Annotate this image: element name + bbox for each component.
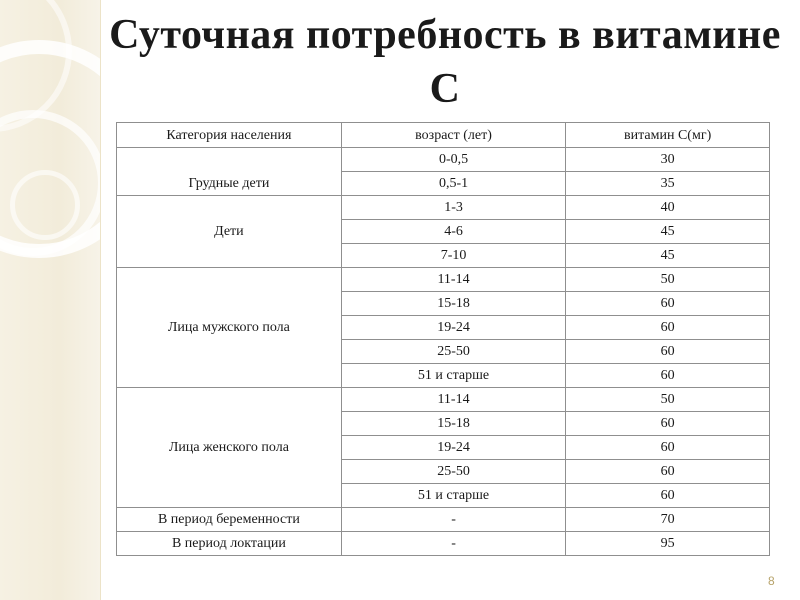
vitamin-c-table	[116, 122, 770, 556]
decorative-side-band	[0, 0, 100, 600]
category-cell: Лица женского пола	[117, 388, 342, 508]
vitamin-cell: 60	[566, 340, 770, 364]
header-age: возраст (лет)	[341, 123, 565, 148]
age-cell: 19-24	[341, 316, 565, 340]
vitamin-cell: 45	[566, 220, 770, 244]
age-cell: -	[341, 508, 565, 532]
age-cell: 0-0,5	[341, 148, 565, 172]
table-header-row	[117, 123, 770, 148]
category-cell: Дети	[117, 196, 342, 268]
age-cell: 51 и старше	[341, 364, 565, 388]
age-cell: 19-24	[341, 436, 565, 460]
vitamin-cell: 30	[566, 148, 770, 172]
vitamin-cell: 60	[566, 436, 770, 460]
header-category: Категория населения	[117, 123, 342, 148]
vitamin-cell: 60	[566, 460, 770, 484]
table-row	[117, 148, 770, 172]
table-row	[117, 388, 770, 412]
table-row	[117, 196, 770, 220]
age-cell: 7-10	[341, 244, 565, 268]
table-body	[117, 148, 770, 556]
table-row	[117, 508, 770, 532]
vitamin-cell: 60	[566, 364, 770, 388]
age-cell: 1-3	[341, 196, 565, 220]
age-cell: 4-6	[341, 220, 565, 244]
vitamin-cell: 95	[566, 532, 770, 556]
vitamin-cell: 45	[566, 244, 770, 268]
age-cell: 11-14	[341, 268, 565, 292]
category-cell: Грудные дети	[117, 148, 342, 196]
vitamin-cell: 50	[566, 388, 770, 412]
vitamin-cell: 70	[566, 508, 770, 532]
age-cell: 25-50	[341, 460, 565, 484]
vitamin-cell: 60	[566, 412, 770, 436]
category-cell: В период беременности	[117, 508, 342, 532]
slide-number: 8	[768, 574, 775, 588]
age-cell: 15-18	[341, 412, 565, 436]
vitamin-cell: 50	[566, 268, 770, 292]
vitamin-cell: 60	[566, 316, 770, 340]
vitamin-cell: 60	[566, 292, 770, 316]
category-cell: Лица мужского пола	[117, 268, 342, 388]
vitamin-cell: 60	[566, 484, 770, 508]
vitamin-cell: 35	[566, 172, 770, 196]
slide-title: Суточная потребность в витамине С	[109, 12, 781, 112]
age-cell: 51 и старше	[341, 484, 565, 508]
header-vitamin: витамин С(мг)	[566, 123, 770, 148]
age-cell: -	[341, 532, 565, 556]
table-row	[117, 532, 770, 556]
age-cell: 25-50	[341, 340, 565, 364]
category-cell: В период локтации	[117, 532, 342, 556]
decorative-ring	[10, 170, 80, 240]
age-cell: 0,5-1	[341, 172, 565, 196]
age-cell: 11-14	[341, 388, 565, 412]
vitamin-cell: 40	[566, 196, 770, 220]
age-cell: 15-18	[341, 292, 565, 316]
table-row	[117, 268, 770, 292]
